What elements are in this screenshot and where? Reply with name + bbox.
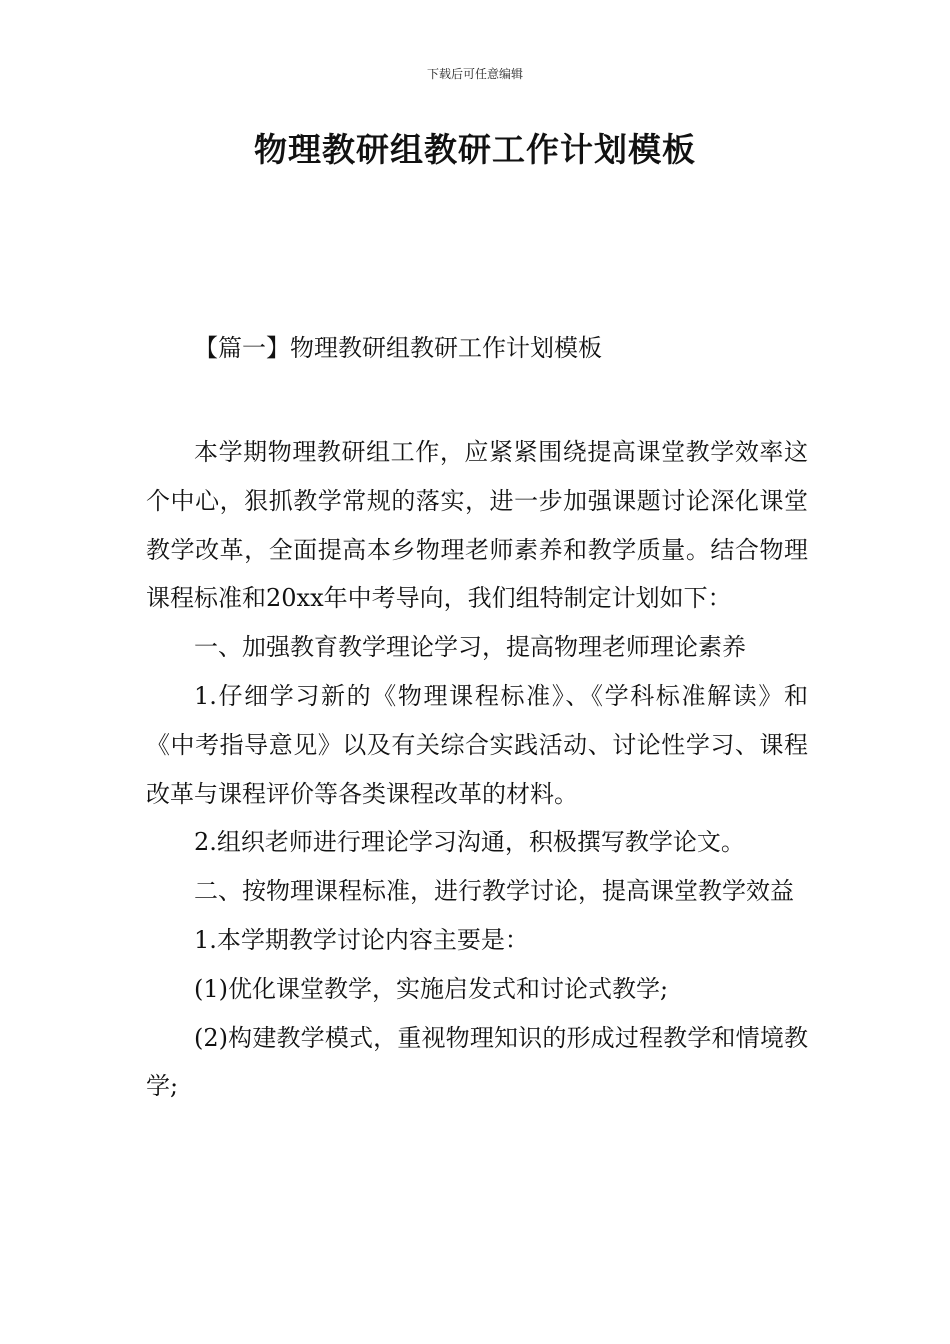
paragraph-intro: 本学期物理教研组工作，应紧紧围绕提高课堂教学效率这个中心，狠抓教学常规的落实，进一步加强课题讨论深化课堂教学改革，全面提高本乡物理老师素养和教学质量。结合物理课程标准和20xx年中考导向，我们组特制定计划如下： <box>146 438 808 613</box>
header-note: 下载后可任意编辑 <box>426 67 523 81</box>
paragraph-heading-two: 二、按物理课程标准，进行教学讨论，提高课堂教学效益 <box>194 877 794 906</box>
document-title: 物理教研组教研工作计划模板 <box>254 130 696 169</box>
paragraph-subitem-2: (2)构建教学模式，重视物理知识的形成过程教学和情境教学; <box>146 1023 808 1101</box>
paragraph-item-1-b: 1.本学期教学讨论内容主要是： <box>194 925 529 954</box>
paragraph-heading-one: 一、加强教育教学理论学习，提高物理老师理论素养 <box>194 633 746 662</box>
paragraph-item-2: 2.组织老师进行理论学习沟通，积极撰写教学论文。 <box>194 828 745 857</box>
document-body <box>146 428 808 1111</box>
paragraph-subitem-1: (1)优化课堂教学，实施启发式和讨论式教学; <box>194 974 669 1003</box>
section-heading: 【篇一】物理教研组教研工作计划模板 <box>194 334 602 362</box>
paragraph-item-1: 1.仔细学习新的《物理课程标准》、《学科标准解读》和《中考指导意见》以及有关综合实践活动、讨论性学习、课程改革与课程评价等各类课程改革的材料。 <box>146 681 808 808</box>
